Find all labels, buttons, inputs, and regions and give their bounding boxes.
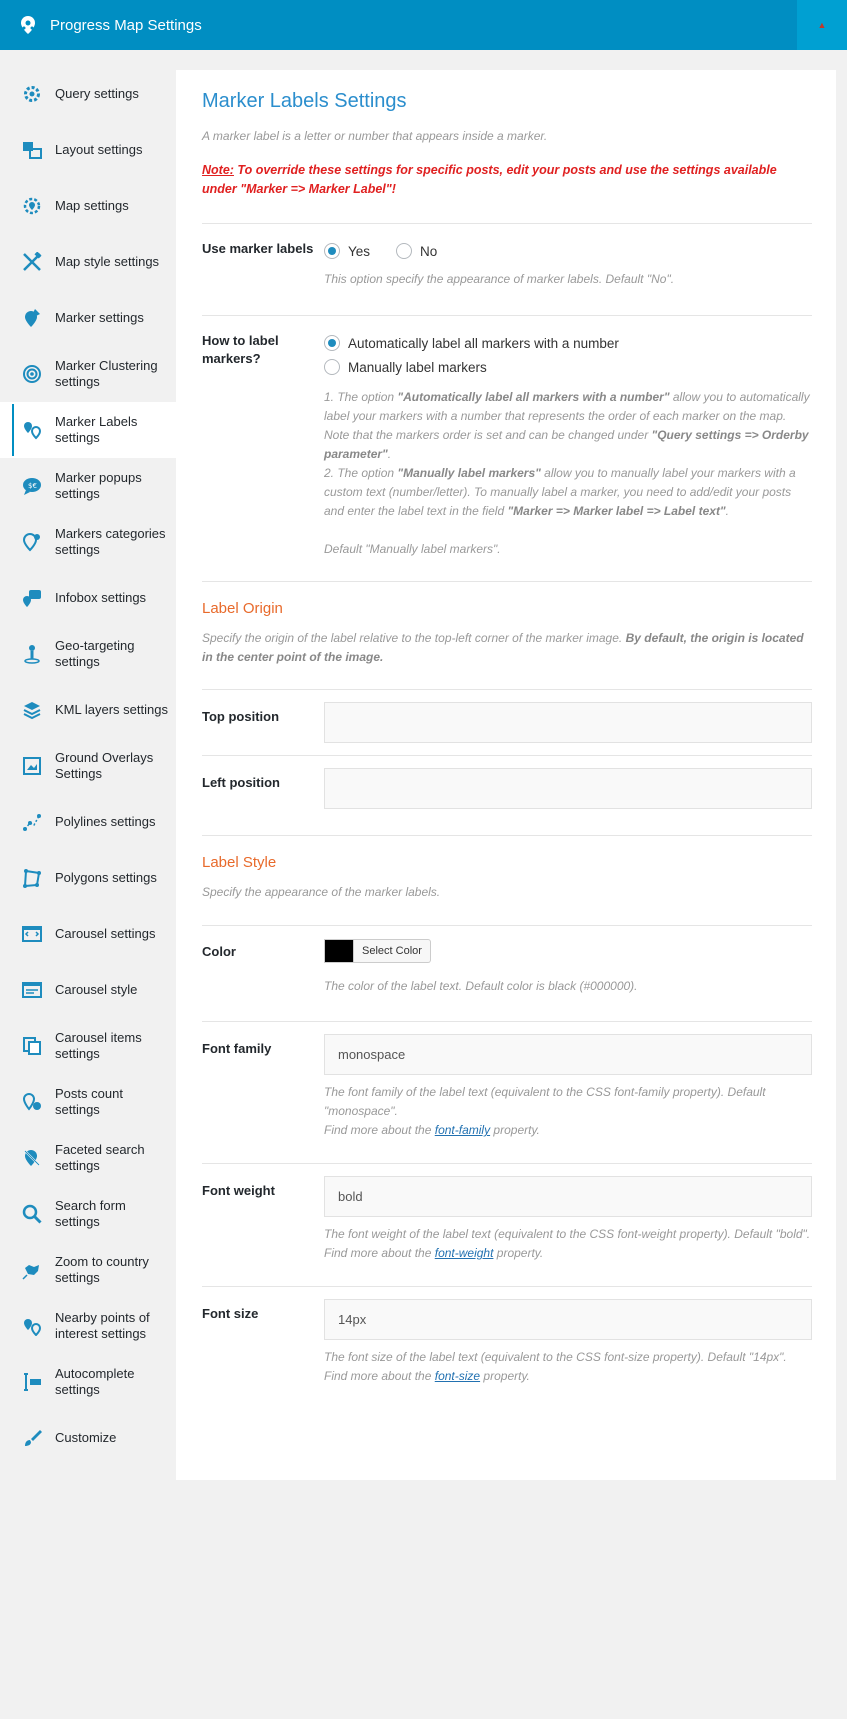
progress-map-logo-icon	[14, 11, 42, 39]
categories-icon	[20, 530, 44, 554]
sidebar-item-label: Marker popups settings	[55, 470, 142, 501]
zoom-country-icon	[20, 1258, 44, 1282]
top-position-row	[202, 690, 812, 755]
sidebar-item-posts-count[interactable]	[0, 1074, 176, 1130]
triangle-up-icon: ▲	[817, 20, 827, 30]
sidebar-item-infobox[interactable]	[0, 570, 176, 626]
sidebar-item-kml-layers[interactable]	[0, 682, 176, 738]
polygon-icon	[20, 866, 44, 890]
faceted-search-icon	[20, 1146, 44, 1170]
font-size-help: The font size of the label text (equivalent to the CSS font-size property). Default "14px".	[324, 1350, 787, 1364]
color-label: Color	[202, 944, 236, 959]
infobox-icon	[20, 586, 44, 610]
nearby-icon	[20, 1314, 44, 1338]
use-labels-yes-radio[interactable]	[324, 243, 340, 259]
sidebar-item-label: Infobox settings	[55, 590, 147, 605]
sidebar-item-carousel-style[interactable]	[0, 962, 176, 1018]
font-weight-help: The font weight of the label text (equivalent to the CSS font-weight property). Default "bold".	[324, 1227, 811, 1241]
sidebar-item-label: Geo-targeting settings	[55, 638, 135, 669]
font-size-link[interactable]: font-size	[434, 1369, 481, 1383]
sidebar-item-label: Nearby points of interest settings	[55, 1310, 150, 1341]
left-position-input[interactable]	[324, 768, 812, 809]
sidebar-item-label: Marker settings	[55, 310, 144, 325]
sidebar-item-label: Markers categories settings	[55, 526, 166, 557]
page-description: A marker label is a letter or number that appears inside a marker.	[202, 129, 548, 143]
sidebar-item-label: Autocomplete settings	[55, 1366, 135, 1397]
color-help: The color of the label text. Default color is black (#000000).	[324, 979, 638, 993]
sidebar-item-marker-clustering[interactable]	[0, 346, 176, 402]
sidebar-item-label: Carousel items settings	[55, 1030, 142, 1061]
divider	[202, 835, 812, 836]
sidebar-item-carousel[interactable]	[0, 906, 176, 962]
sidebar-item-label: Marker Labels settings	[55, 414, 138, 445]
use-labels-no-radio[interactable]	[396, 243, 412, 259]
sidebar-item-label: Map style settings	[55, 254, 160, 269]
use-labels-no-label[interactable]: No	[420, 243, 438, 259]
auto-label-option	[324, 332, 812, 354]
sidebar-item-markers-categories[interactable]	[0, 514, 176, 570]
sidebar-item-polygons[interactable]	[0, 850, 176, 906]
settings-sidebar	[0, 66, 176, 1466]
tools-icon	[20, 250, 44, 274]
map-gear-icon	[20, 194, 44, 218]
left-position-row	[202, 756, 812, 835]
auto-label-text[interactable]: Automatically label all markers with a number	[348, 335, 619, 351]
sidebar-item-marker-labels[interactable]	[0, 402, 176, 458]
use-marker-labels-row	[202, 224, 812, 315]
how-to-label-default: Default "Manually label markers".	[324, 542, 501, 556]
autocomplete-icon	[20, 1370, 44, 1394]
posts-count-icon	[20, 1090, 44, 1114]
carousel-style-icon	[20, 978, 44, 1002]
sidebar-item-label: Polygons settings	[55, 870, 157, 885]
sidebar-item-faceted-search[interactable]	[0, 1130, 176, 1186]
font-weight-input[interactable]	[324, 1176, 812, 1217]
search-icon	[20, 1202, 44, 1226]
font-weight-label: Font weight	[202, 1183, 275, 1198]
divider	[202, 581, 812, 582]
font-family-more: Find more about the font-family property.	[324, 1123, 540, 1137]
sidebar-item-label: KML layers settings	[55, 702, 168, 717]
manual-label-radio[interactable]	[324, 359, 340, 375]
font-weight-link[interactable]: font-weight	[434, 1246, 494, 1260]
sidebar-item-map[interactable]	[0, 178, 176, 234]
brush-icon	[20, 1426, 44, 1450]
top-position-label: Top position	[202, 709, 280, 724]
sidebar-item-geo-targeting[interactable]	[0, 626, 176, 682]
sidebar-item-search-form[interactable]	[0, 1186, 176, 1242]
popup-icon	[20, 474, 44, 498]
sidebar-item-label: Zoom to country settings	[55, 1254, 149, 1285]
font-family-link[interactable]: font-family	[434, 1123, 491, 1137]
sidebar-item-customize[interactable]	[0, 1410, 176, 1466]
overlay-icon	[20, 754, 44, 778]
carousel-items-icon	[20, 1034, 44, 1058]
how-to-label-help-1: 1. The option "Automatically label all markers with a number" allow you to automatically label your markers with a number that represents the order of each marker on the map. Note that the markers order is set and can be changed under "Query settings => Orderby parameter".	[324, 390, 810, 461]
label-style-desc: Specify the appearance of the marker labels.	[202, 885, 441, 899]
sidebar-item-label: Marker Clustering settings	[55, 358, 158, 389]
sidebar-item-label: Customize	[55, 1430, 117, 1445]
label-style-title: Label Style	[202, 854, 277, 871]
sidebar-item-autocomplete[interactable]	[0, 1354, 176, 1410]
sidebar-item-query[interactable]	[0, 66, 176, 122]
label-origin-desc: Specify the origin of the label relative to the top-left corner of the marker image. By default, the origin is located in the center point of the image.	[202, 631, 804, 664]
sidebar-item-label: Faceted search settings	[55, 1142, 145, 1173]
font-size-more: Find more about the font-size property.	[324, 1369, 530, 1383]
use-labels-options	[324, 240, 812, 262]
color-picker[interactable]	[324, 938, 812, 964]
manual-label-text[interactable]: Manually label markers	[348, 359, 487, 375]
top-bar	[0, 0, 847, 50]
sidebar-item-label: Carousel settings	[55, 926, 156, 941]
sidebar-item-label: Map settings	[55, 198, 129, 213]
layers-icon	[20, 698, 44, 722]
font-weight-row	[202, 1164, 812, 1286]
font-size-label: Font size	[202, 1306, 259, 1321]
left-position-label: Left position	[202, 775, 280, 790]
font-size-row	[202, 1287, 812, 1409]
label-icon	[20, 418, 44, 442]
top-position-input[interactable]	[324, 702, 812, 743]
sidebar-item-label: Polylines settings	[55, 814, 156, 829]
how-to-label-row	[202, 316, 812, 581]
page-title: Marker Labels Settings	[202, 90, 407, 112]
cluster-icon	[20, 362, 44, 386]
sidebar-item-polylines[interactable]	[0, 794, 176, 850]
sidebar-item-marker-popups[interactable]	[0, 458, 176, 514]
use-labels-yes-label[interactable]: Yes	[348, 243, 371, 259]
note-text: To override these settings for specific posts, edit your posts and use the settings available under "Marker => Marker Label"!	[202, 163, 777, 196]
font-weight-more: Find more about the font-weight property.	[324, 1246, 544, 1260]
sidebar-item-zoom-country[interactable]	[0, 1242, 176, 1298]
font-family-label: Font family	[202, 1041, 272, 1056]
sidebar-item-layout[interactable]	[0, 122, 176, 178]
how-to-label-label: How to label markers?	[202, 333, 279, 366]
sidebar-item-label: Layout settings	[55, 142, 143, 157]
polyline-icon	[20, 810, 44, 834]
color-swatch[interactable]	[324, 939, 354, 963]
geo-target-icon	[20, 642, 44, 666]
select-color-button[interactable]: Select Color	[354, 939, 431, 963]
font-size-input[interactable]	[324, 1299, 812, 1340]
font-family-row	[202, 1022, 812, 1163]
label-origin-title: Label Origin	[202, 600, 283, 617]
svg-text:$€: $€	[28, 482, 37, 490]
sidebar-item-carousel-items[interactable]	[0, 1018, 176, 1074]
sidebar-item-ground-overlays[interactable]	[0, 738, 176, 794]
manual-label-option	[324, 356, 812, 378]
use-labels-help: This option specify the appearance of marker labels. Default "No".	[324, 272, 675, 286]
override-note	[202, 161, 812, 199]
collapse-button[interactable]	[797, 0, 847, 50]
auto-label-radio[interactable]	[324, 335, 340, 351]
font-family-help: The font family of the label text (equivalent to the CSS font-family property). Default "monospace".	[324, 1085, 766, 1118]
how-to-label-help-2: 2. The option "Manually label markers" allow you to manually label your markers with a custom text (number/letter). To manually label a marker, you need to add/edit your posts and enter the label text in the field "Marker => Marker label => Label text".	[324, 466, 796, 518]
sidebar-item-label: Ground Overlays Settings	[55, 750, 154, 781]
settings-panel	[176, 70, 836, 1480]
sidebar-item-label: Posts count settings	[55, 1086, 123, 1117]
sidebar-item-label: Query settings	[55, 86, 139, 101]
sidebar-item-label: Search form settings	[55, 1198, 126, 1229]
sidebar-item-nearby-poi[interactable]	[0, 1298, 176, 1354]
color-row	[202, 926, 812, 1021]
app-title: Progress Map Settings	[50, 16, 202, 34]
sidebar-item-marker[interactable]	[0, 290, 176, 346]
carousel-icon	[20, 922, 44, 946]
layout-icon	[20, 138, 44, 162]
note-prefix: Note:	[202, 163, 234, 177]
sidebar-item-map-style[interactable]	[0, 234, 176, 290]
gear-icon	[20, 82, 44, 106]
use-marker-labels-label: Use marker labels	[202, 241, 314, 256]
marker-edit-icon	[20, 306, 44, 330]
sidebar-item-label: Carousel style	[55, 982, 138, 997]
font-family-input[interactable]	[324, 1034, 812, 1075]
